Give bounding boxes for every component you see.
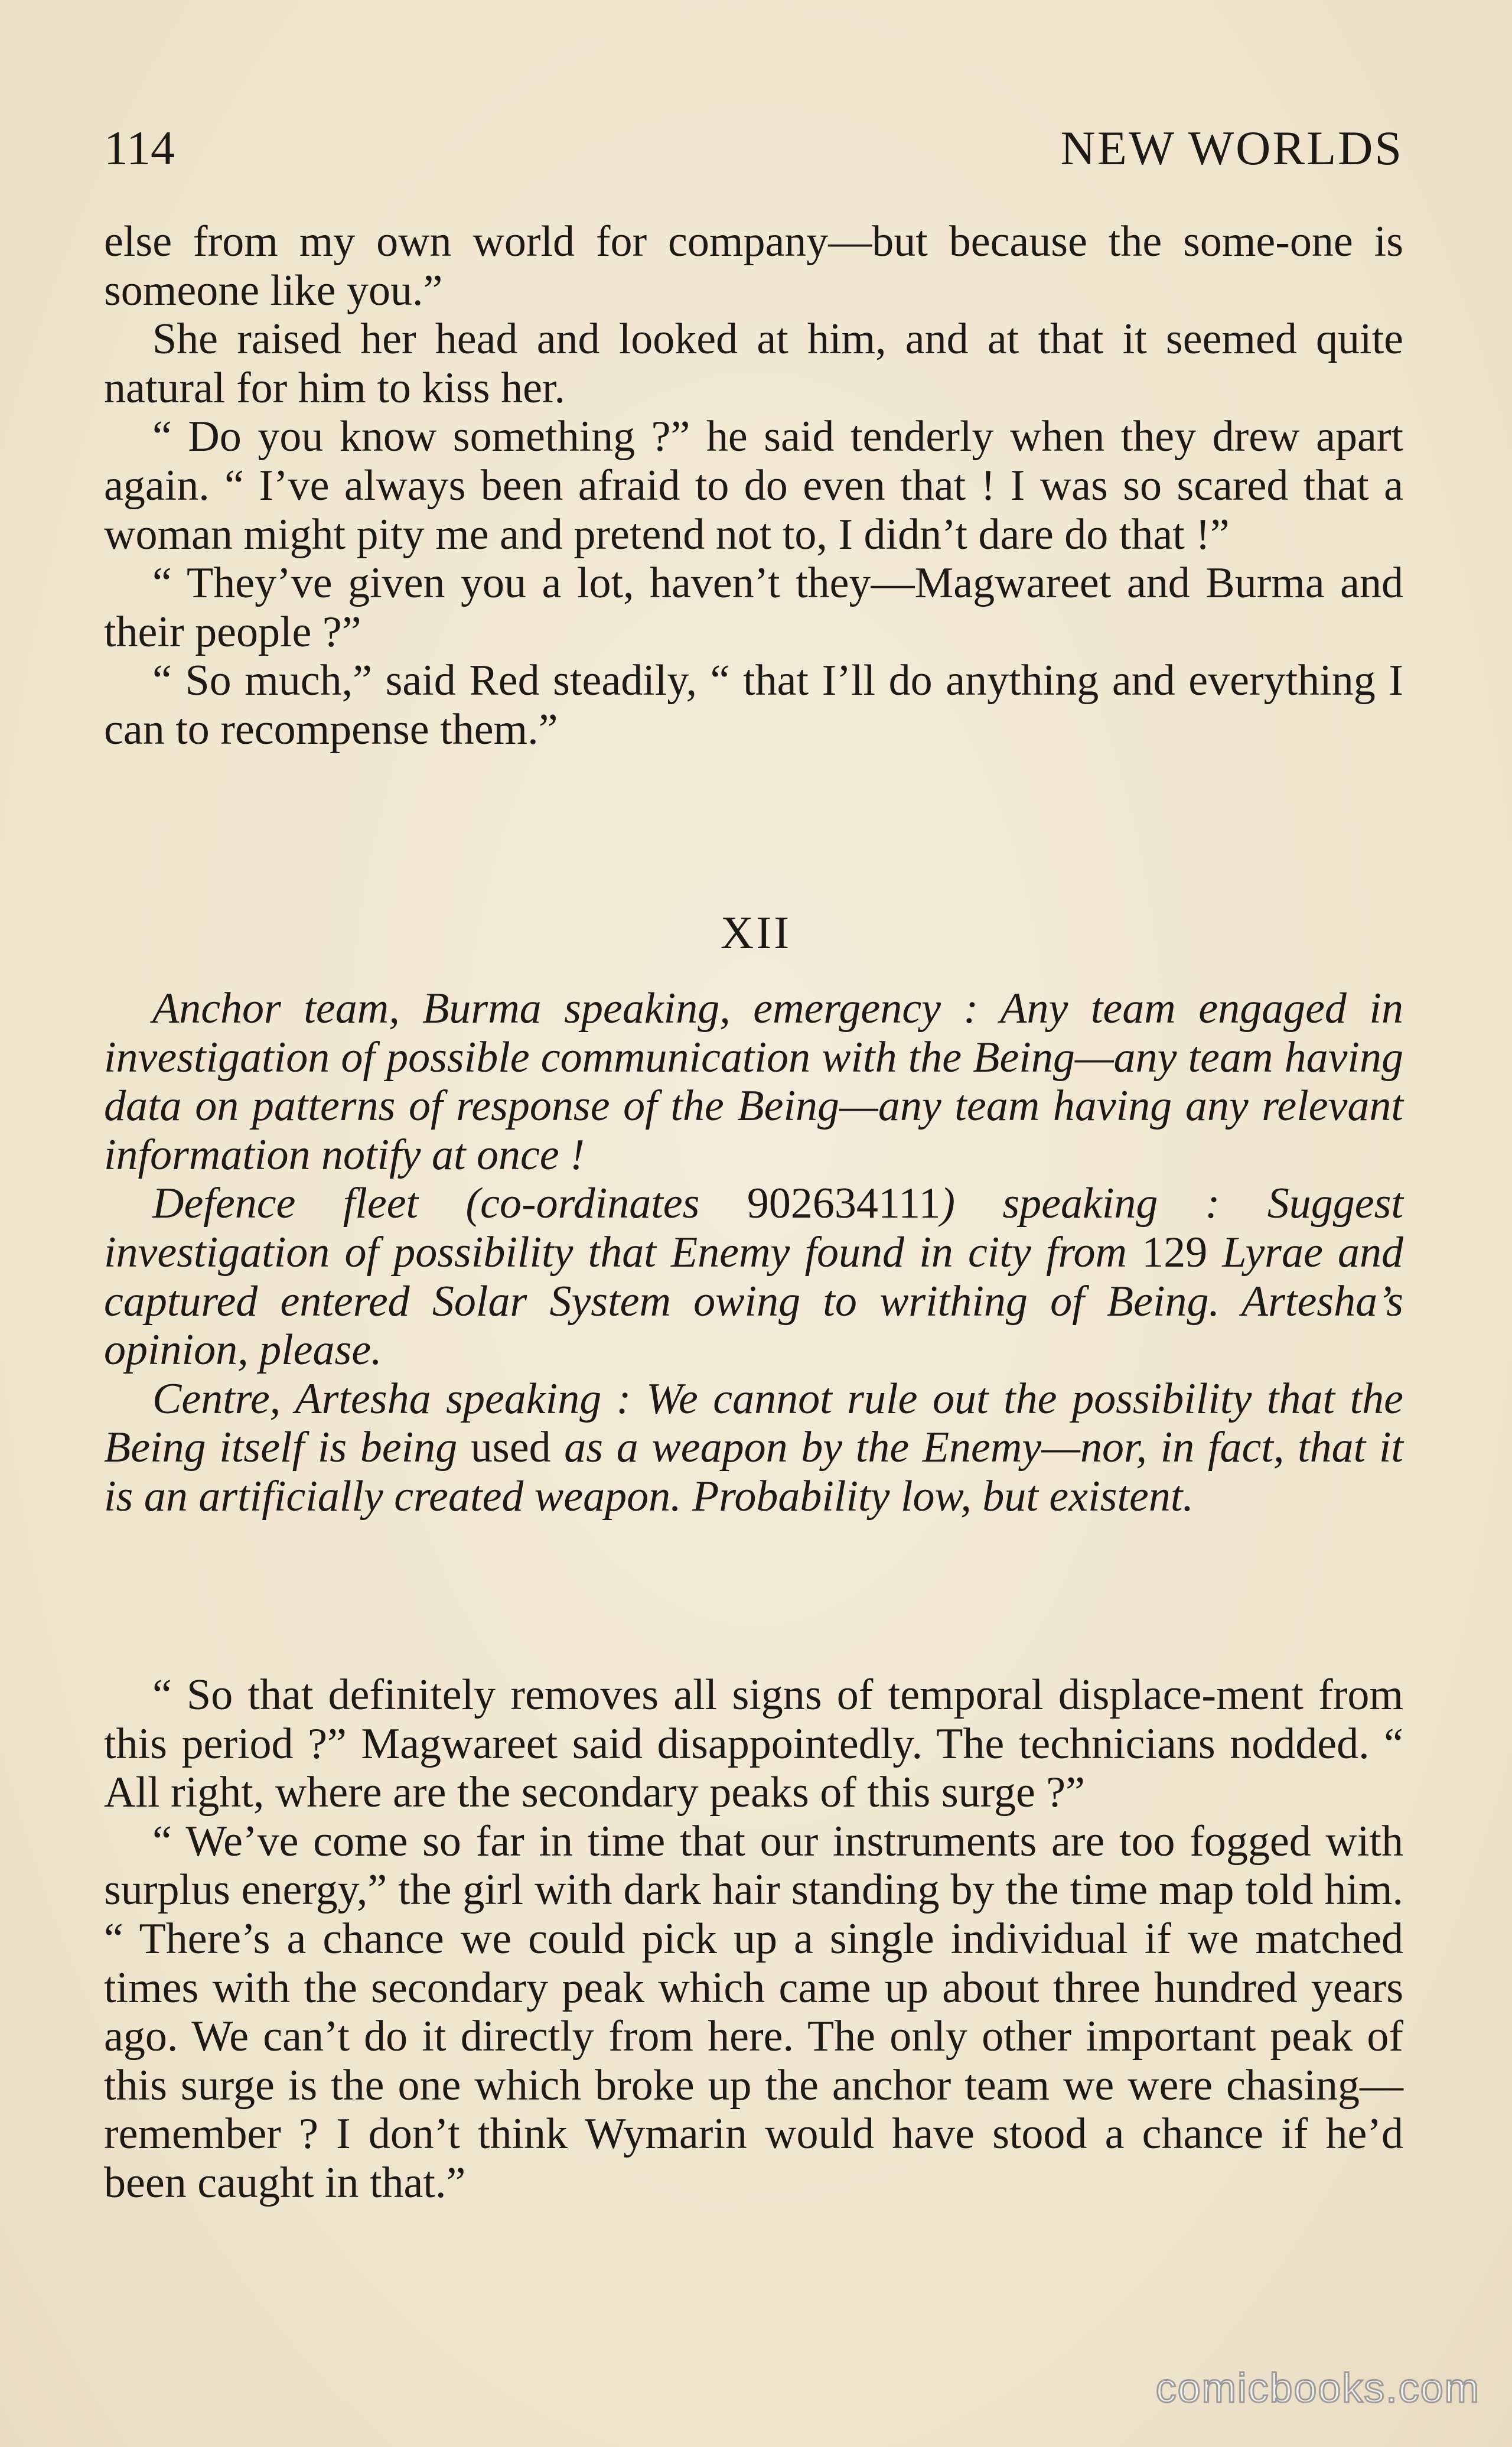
number-span: 129 xyxy=(1142,1228,1208,1277)
text-span: as a weapon by the Enemy—nor, in fact, that it is an artificially created weapon. Probability low, but existent. xyxy=(104,1423,1403,1521)
text-span: Centre, Artesha speaking : We cannot rule out the possibility that the Being itself is being xyxy=(104,1374,1403,1472)
text-span: Lyrae and captured entered Solar System owing to writhing of Being. Artesha’s opinion, please. xyxy=(104,1228,1403,1375)
paragraph: “ Do you know something ?” he said tenderly when they drew apart again. “ I’ve always been afraid to do even that ! I was so scared that a woman might pity me and pretend not to, I didn’t dare do that !” xyxy=(104,412,1403,559)
text-block-after-transmissions xyxy=(104,1671,1403,2208)
paragraph: “ So much,” said Red steadily, “ that I’ll do anything and everything I can to recompense them.” xyxy=(104,656,1403,754)
text-span: ) speaking : Suggest investigation of possibility that Enemy found in city from xyxy=(104,1179,1403,1277)
italic-transmissions xyxy=(104,984,1403,1521)
upright-word: used xyxy=(470,1423,551,1472)
transmission-paragraph: Anchor team, Burma speaking, emergency : Any team engaged in investigation of possible communication with the Being—any team having data on patterns of response of the Being—any team having any relevant information notify at once ! xyxy=(104,984,1403,1179)
text-span: Defence fleet (co-ordinates xyxy=(152,1179,747,1228)
paragraph: “ So that definitely removes all signs of temporal displace-ment from this period ?” Magwareet said disappointedly. The technicians nodded. “ All right, where are the secondary peaks of this surge ?” xyxy=(104,1671,1403,1817)
page-number: 114 xyxy=(104,121,175,175)
coordinates-number: 902634111 xyxy=(747,1179,941,1228)
transmission-paragraph xyxy=(104,1179,1403,1374)
paragraph: “ They’ve given you a lot, haven’t they—Magwareet and Burma and their people ?” xyxy=(104,559,1403,656)
transmission-paragraph xyxy=(104,1375,1403,1521)
paragraph: else from my own world for company—but because the some-one is someone like you.” xyxy=(104,217,1403,315)
running-title: NEW WORLDS xyxy=(1060,121,1403,175)
paragraph: “ We’ve come so far in time that our instruments are too fogged with surplus energy,” the girl with dark hair standing by the time map told him. “ There’s a chance we could pick up a single individual if we matched times with the secondary peak which came up about three hundred years ago. We can’t do it directly from here. The only other important peak of this surge is the one which broke up the anchor team we were chasing—remember ? I don’t think Wymarin would have stood a chance if he’d been caught in that.” xyxy=(104,1817,1403,2207)
watermark-logo: comicbooks.com xyxy=(1155,2365,1480,2411)
page-header xyxy=(104,116,1403,181)
chapter-heading: XII xyxy=(720,907,792,958)
text-block-before-chapter xyxy=(104,217,1403,754)
paragraph: She raised her head and looked at him, and at that it seemed quite natural for him to kiss her. xyxy=(104,315,1403,412)
